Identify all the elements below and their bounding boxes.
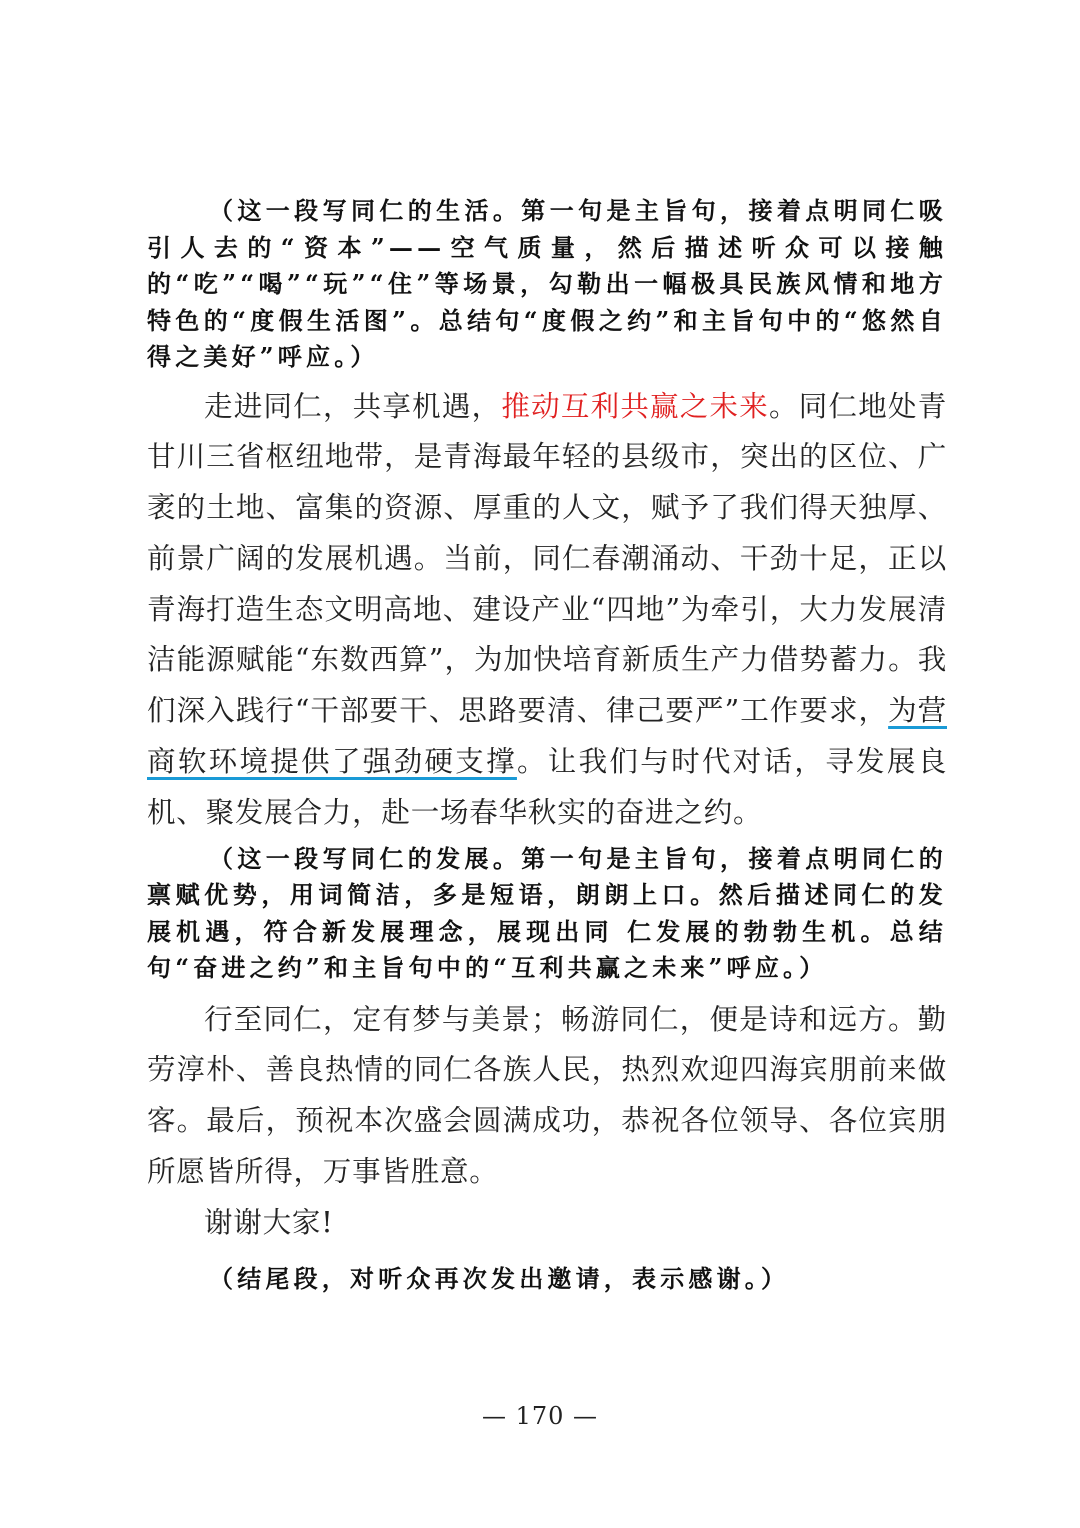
body-paragraph-opportunity <box>147 382 947 839</box>
annotation-comment-life: （这一段写同仁的生活。第一句是主旨句，接着点明同仁吸引人去的“资本”——空气质量，然后描述听众可以接触的“吃”“喝”“玩”“住”等场景，勾勒出一幅极具民族风情和地方特色的“度假生活图”。总结句“度假之约”和主旨句中的“悠然自得之美好”呼应。） <box>147 196 947 371</box>
annotation-comment-development: （这一段写同仁的发展。第一句是主旨句，接着点明同仁的禀赋优势，用词简洁，多是短语，朗朗上口。然后描述同仁的发展机遇，符合新发展理念，展现出同 仁发展的勃勃生机。总结句“奋进之约”和主旨句中的“互利共赢之未来”呼应。） <box>147 843 947 983</box>
body-paragraph-welcome: 行至同仁，定有梦与美景；畅游同仁，便是诗和远方。勤劳淳朴、善良热情的同仁各族人民，热烈欢迎四海宾朋前来做客。最后，预祝本次盛会圆满成功，恭祝各位领导、各位宾朋所愿皆所得，万事皆胜意。 <box>147 1002 947 1189</box>
page-content <box>147 193 947 1297</box>
paragraph-middle-text: 。同仁地处青甘川三省枢纽地带，是青海最年轻的县级市，突出的区位、广袤的土地、富集的资源、厚重的人文，赋予了我们得天独厚、前景广阔的发展机遇。当前，同仁春潮涌动、干劲十足，正以青海打造生态文明高地、建设产业“四地”为牵引，大力发展清洁能源赋能“东数西算”，为加快培育新质生产力借势蓄力。我们深入践行“干部要干、思路要清、律己要严”工作要求， <box>147 389 947 728</box>
body-paragraph-thanks: 谢谢大家! <box>204 1205 334 1239</box>
red-highlight-text: 推动互利共赢之未来 <box>501 389 770 423</box>
paragraph-tail-text: 。让我们与时代对话，寻发展良机、聚发展合力，赴一场春华秋实的奋进之约。 <box>147 745 947 829</box>
paragraph-lead-text: 走进同仁，共享机遇， <box>204 389 502 423</box>
page-number: — 170 — <box>481 1402 599 1430</box>
blue-underlined-text: 为营商软环境提供了强劲硬支撑 <box>147 694 947 779</box>
annotation-comment-ending: （结尾段，对听众再次发出邀请，表示感谢。） <box>209 1263 790 1293</box>
